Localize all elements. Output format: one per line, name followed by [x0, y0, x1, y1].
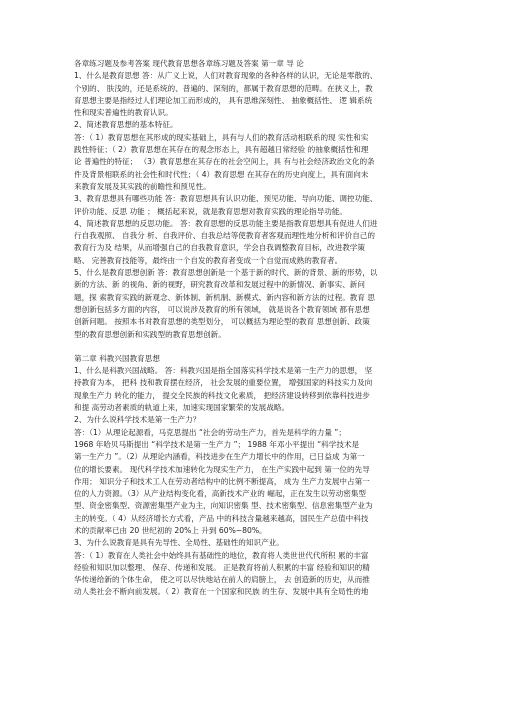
text-line: 个别的、 肤浅的，还是系统的、普遍的、深刻的，都属于教育思想的范畴。在狭义上，教	[74, 83, 373, 93]
text-line: 动人类社会不断向前发展。（ 2）教育在一个国家和民族 的生存、发展中具有全局性的地	[74, 587, 369, 597]
text-line: 答：（1）从理论起源看，马克思提出 “社会的劳动生产力，首先是科学的力量 ”；	[74, 427, 346, 437]
text-line: 论 普遍性的特征； （3）教育思想在其存在的社会空间上，具 有与社会经济政治文化的条	[74, 157, 375, 167]
text-line: 1968 年哈贝马斯提出 “科学技术是第一生产力 ”； 1988 年邓小平提出 “科学技术是	[74, 439, 360, 449]
text-line: 教育行为及 结果，从而增强自己的自我教育意识，学会自我调整教育目标，改进教学策	[74, 243, 365, 253]
text-line: 育思想主要是指经过人们理论加工而形成的， 具有思维深刻性、 抽象概括性、 逻 辑系统	[74, 95, 373, 105]
document-page	[74, 58, 438, 599]
text-line: 评价功能、反思 功能 ； 概括起来说，就是教育思想对教育实践的理论指导功能。	[74, 206, 348, 216]
text-line: 题，探 索教育实践的新观念、新体制、新机制、新模式、新内容和新方法的过程。教育 思	[74, 292, 375, 302]
text-line: 经验和知识加以整理、 保存、传递和发展。 正是教育将前人积累的丰富 经验和知识的精	[74, 562, 370, 572]
text-line: 5、什么是教育思想创新 答：教育思想创新是一个基于新的时代、新的背景、新的形势，以	[74, 268, 378, 278]
text-line: 件及背景相联系的社会性和时代性；（ 4）教育思想 在其存在的历史向度上，具有面向未	[74, 169, 369, 179]
text-line: 答：（ 1）教育思想在其形成的现实基础上，具有与人们的教育活动相联系的现 实性和实	[74, 132, 369, 142]
text-line: 2、简述教育思想的基本特征。	[74, 120, 178, 130]
text-line: 型、资金密集型、资源密集型产业为主，向知识密集 型、技术密集型、信息密集型产业为	[74, 501, 373, 511]
text-line: 1、什么是科教兴国战略。 答：科教兴国是指全国落实科学技术是第一生产力的思想， 坚	[74, 366, 373, 376]
text-line: 型的教育思想创新和实践型的教育思想创新。	[74, 329, 226, 339]
text-line: 3、为什么说教育是具有先导性、全局性、基础性的知识产业。	[74, 538, 284, 548]
text-line: 位的人力资源。（3）从产业结构变化看，高新技术产业的 崛起，正在发生以劳动密集型	[74, 489, 367, 499]
text-line: 来教育发展及其实践的前瞻性和预见性。	[74, 181, 211, 191]
text-line: 第二章 科教兴国教育思想	[74, 353, 160, 363]
text-line: 3、教育思想具有哪些功能 答：教育思想具有认识功能、预见功能、导向功能、调控功能、	[74, 194, 378, 204]
text-line: 主的转变。（ 4）从经济增长方式看，产品 中的科技含量越来越高，国民生产总值中科技	[74, 513, 369, 523]
text-line: 各章练习题及参考答案 现代教育思想各章练习题及答案 第一章 导 论	[74, 59, 304, 68]
text-line: 持教育为本， 把科 技和教育摆在经济， 社会发展的重要位置， 增强国家的科技实力及向	[74, 378, 373, 388]
section-gap	[74, 341, 438, 353]
text-line: 作用； 知识分子和技术工人在劳动者结构中的比例不断提高， 成为 生产力发展中占第一	[74, 476, 370, 486]
text-line: 答：（ 1）教育在人类社会中始终具有基础性的地位，教育将人类世世代代所积 累的丰富	[74, 550, 369, 560]
text-line: 践性特征；（ 2）教育思想在其存在的观念形态上，具有超越日常经验 的抽象概括性和理	[74, 145, 369, 155]
text-line: 创新问题。 按照本书对教育思想的类型划分， 可以概括为理论型的教育 思想创新、政策	[74, 317, 370, 327]
text-line: 现象生产力 转化的能力， 提交全民族的科技文化素质， 把经济建设转移到依靠科技进步	[74, 390, 370, 400]
text-line: 性和现实普遍性的教育认识。	[74, 108, 173, 118]
chapter-two-section	[74, 353, 438, 599]
text-line: 华传递给新的个体生命， 使之可以尽快地站在前人的肩膀上， 去 创造新的历史，从而推	[74, 575, 370, 585]
text-line: 4、简述教育思想的反思功能。 答：教育思想的反思功能主要是指教育思想具有促进人们进	[74, 218, 378, 228]
text-line: 1、什么是教育思想 答：从广义上说，人们对教育现象的各种各样的认识，无论是零散的、	[74, 71, 378, 81]
text-line: 和提 高劳动者素质的轨道上来，加速实现国家繁荣的发展战略。	[74, 403, 290, 413]
text-line: 位的增长要素。 现代科学技术加速转化为现实生产力， 在生产实践中起到 第一位的先导	[74, 464, 370, 474]
chapter-one-section	[74, 58, 438, 341]
text-line: 新的方法、新 的视角、新的视野，研究教育改革和发展过程中的新情况、新事实、新问	[74, 280, 365, 290]
text-line: 第一生产力 ”。（2）从理论内涵看，科技进步在生产力增长中的作用，已日益成 为第一	[74, 452, 365, 462]
text-line: 想创新包括多方面的内容， 可以说涉及教育的所有领域， 就是说各个教育领域 都有思想	[74, 304, 370, 314]
text-line: 术的贡献率已由 20 世纪初的 20%上 升到 60%~80%。	[74, 525, 267, 535]
text-line: 2、为什么说科学技术是第一生产力？	[74, 415, 201, 425]
text-line: 略、 完善教育技能等，最终由一个自发的教育者变成一个自觉而成熟的教育者。	[74, 255, 343, 265]
text-line: 行自我观照、 自我分 析、自我评价、自我总结等使教育者客观而理性地分析和评价自己的	[74, 231, 375, 241]
